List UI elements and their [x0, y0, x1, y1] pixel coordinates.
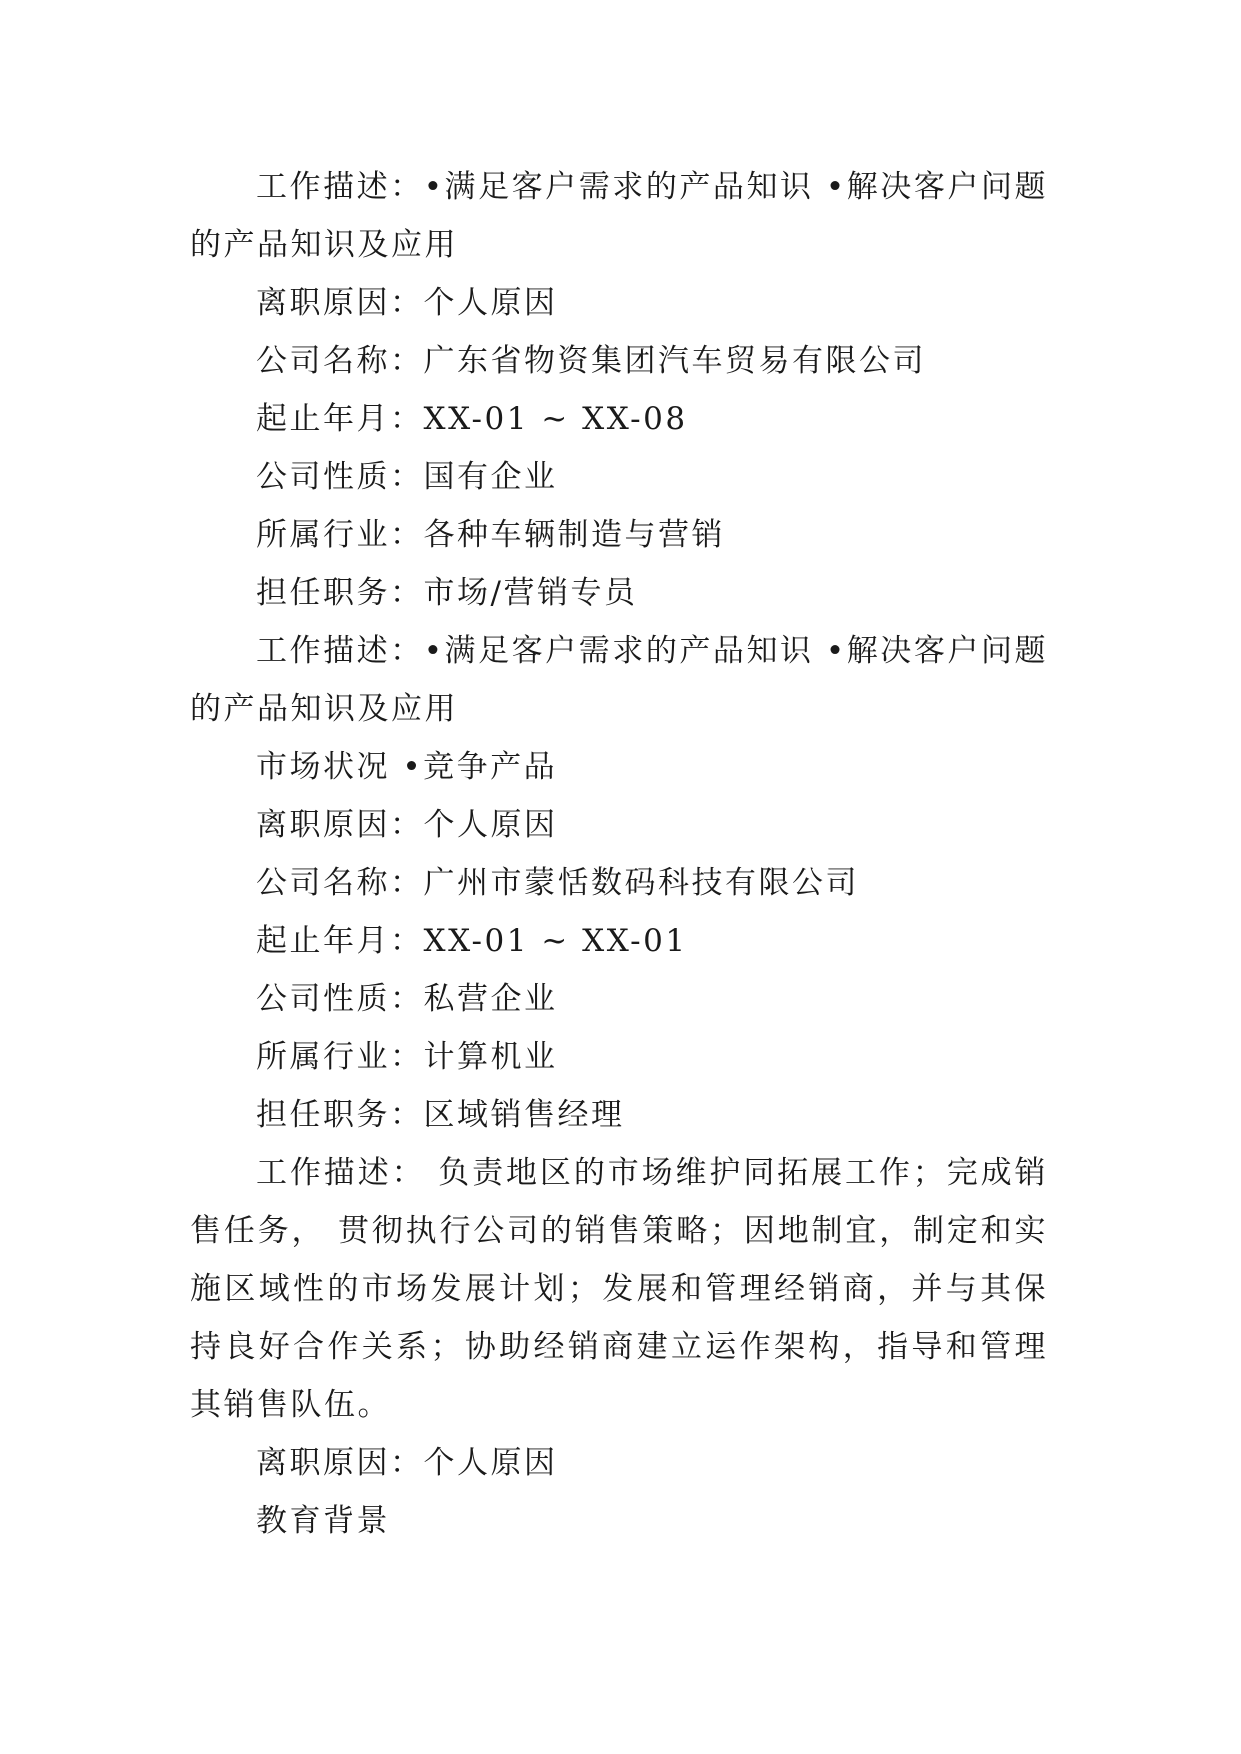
job-description-2: 工作描述：•满足客户需求的产品知识 •解决客户问题的产品知识及应用 [190, 633, 1048, 727]
job-description-3: 工作描述： 负责地区的市场维护同拓展工作；完成销售任务， 贯彻执行公司的销售策略；因地制宜，制定和实施区域性的市场发展计划；发展和管理经销商，并与其保持良好合作关系；协助经销商建立运作架构，指导和管理其销售队伍。 [190, 1155, 1048, 1423]
company-name-3: 公司名称：广州市蒙恬数码科技有限公司 [256, 865, 859, 901]
job-description-1: 工作描述：•满足客户需求的产品知识 •解决客户问题的产品知识及应用 [190, 169, 1048, 263]
industry-2: 所属行业：各种车辆制造与营销 [256, 517, 725, 553]
employment-period-3: 起止年月：XX-01 ~ XX-01 [256, 923, 688, 959]
company-name-2: 公司名称：广东省物资集团汽车贸易有限公司 [256, 343, 926, 379]
document-page [190, 158, 1048, 1550]
leave-reason-3: 离职原因：个人原因 [256, 1445, 558, 1481]
leave-reason-1: 离职原因：个人原因 [256, 285, 558, 321]
position-3: 担任职务：区域销售经理 [256, 1097, 625, 1133]
education-heading: 教育背景 [256, 1503, 390, 1539]
industry-3: 所属行业：计算机业 [256, 1039, 558, 1075]
market-status-2: 市场状况 •竞争产品 [256, 749, 558, 785]
company-type-3: 公司性质：私营企业 [256, 981, 558, 1017]
company-type-2: 公司性质：国有企业 [256, 459, 558, 495]
leave-reason-2: 离职原因：个人原因 [256, 807, 558, 843]
position-2: 担任职务：市场/营销专员 [256, 575, 638, 611]
employment-period-2: 起止年月：XX-01 ~ XX-08 [256, 401, 688, 437]
